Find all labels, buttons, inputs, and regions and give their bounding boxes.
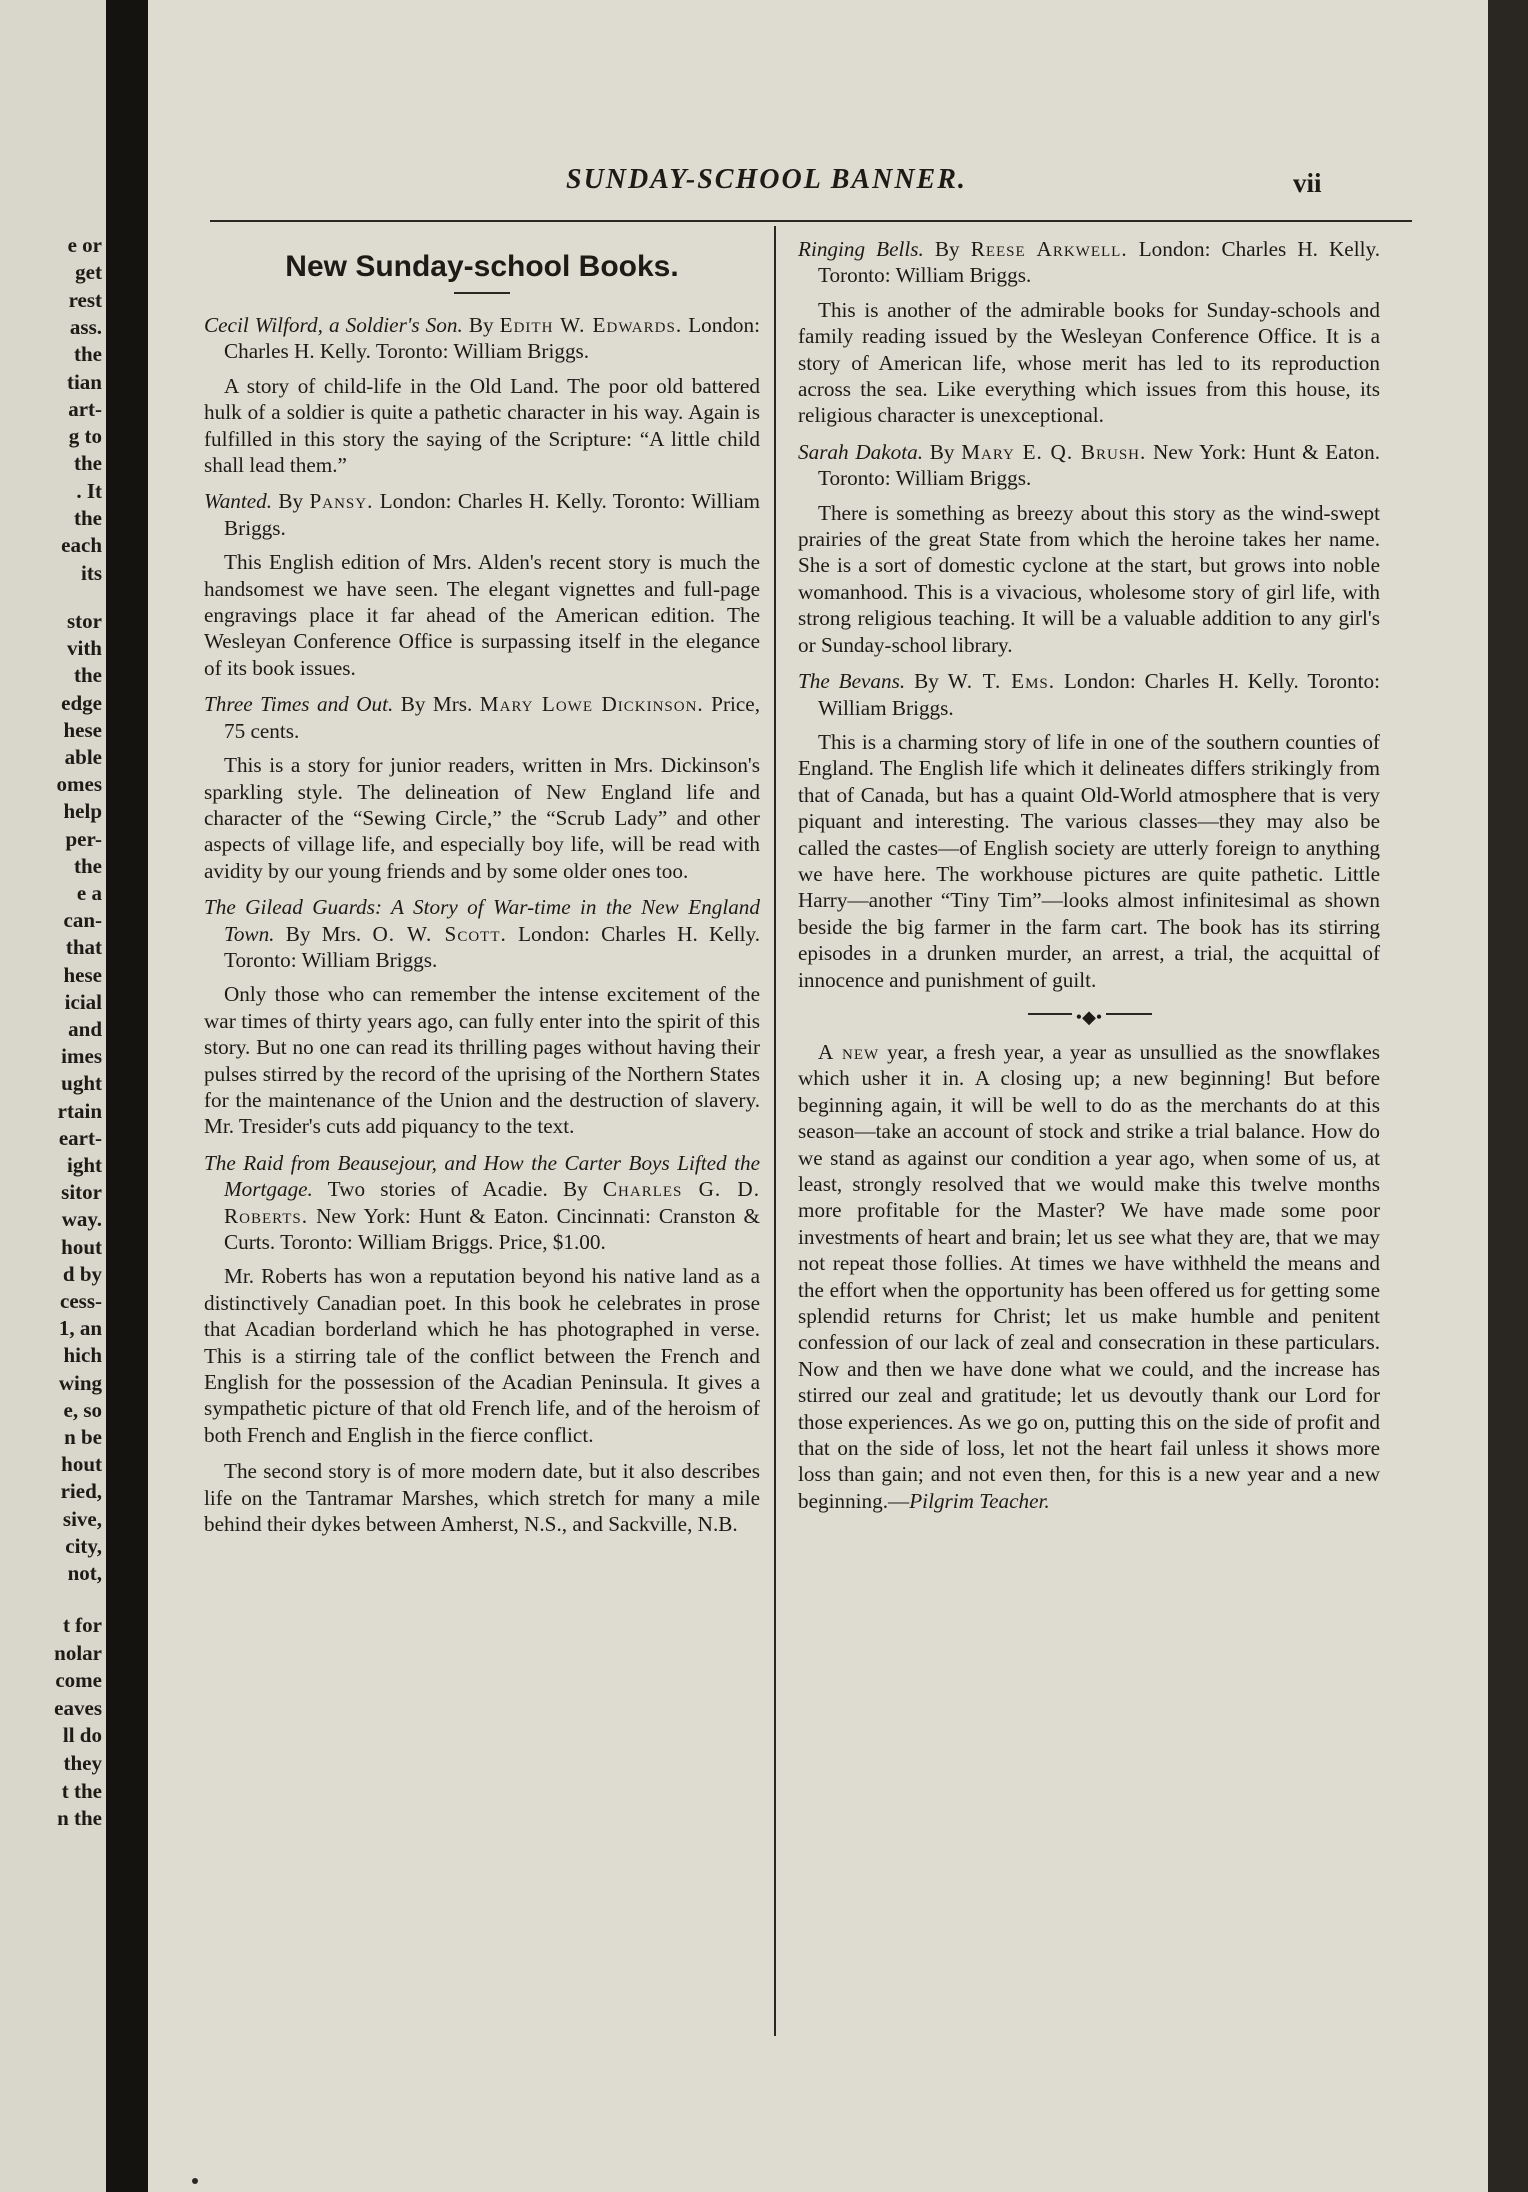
previous-page-text-fragment: t for bbox=[62, 1613, 102, 1637]
book-imprint: London: Charles H. Kelly. Toronto: William Briggs. bbox=[818, 237, 1380, 288]
review-paragraph: This is a story for junior readers, written in Mrs. Dickinson's sparkling style. The delineation of New England life and character of the “Sewing Circle,” the “Scrub Lady” and other aspects of village life, and especially boy life, will be read with avidity by our young friends and by some older ones too. bbox=[204, 753, 760, 883]
new-year-source: Pilgrim Teacher. bbox=[909, 1488, 1050, 1513]
ink-mark bbox=[192, 2178, 198, 2184]
header-rule bbox=[210, 220, 1412, 222]
previous-page-text-fragment: get bbox=[75, 260, 102, 285]
book-entry-heading bbox=[204, 312, 760, 365]
previous-page-text-fragment: that bbox=[65, 935, 102, 960]
previous-page-text-fragment: sive, bbox=[62, 1506, 102, 1531]
left-entries bbox=[204, 312, 760, 1537]
book-author: O. W. Scott. bbox=[372, 921, 507, 946]
book-by: By bbox=[462, 313, 500, 337]
previous-page-text-fragment: the bbox=[74, 451, 102, 476]
book-entry-heading bbox=[204, 894, 760, 973]
book-imprint: New York: Hunt & Eaton. Toronto: William Briggs. bbox=[818, 439, 1380, 491]
previous-page-text-fragment: tian bbox=[66, 369, 102, 394]
previous-page-text-fragment: vith bbox=[66, 636, 102, 661]
right-column bbox=[798, 236, 1380, 1524]
previous-page-edge bbox=[0, 0, 106, 2192]
previous-page-text-fragment: come bbox=[55, 1668, 102, 1693]
book-title: Cecil Wilford, a Soldier's Son. bbox=[204, 313, 463, 337]
previous-page-text-fragment: cess- bbox=[60, 1289, 102, 1313]
book-author: Mary Lowe Dickinson. bbox=[479, 692, 704, 717]
book-title: Three Times and Out. bbox=[204, 692, 394, 717]
book-by: By bbox=[923, 237, 971, 261]
book-title: The Gilead Guards: A Story of War-time in the New England Town. bbox=[204, 895, 760, 946]
page bbox=[148, 0, 1488, 2192]
previous-page-text-fragment: hich bbox=[63, 1343, 102, 1368]
book-entry bbox=[798, 236, 1380, 429]
book-title: Sarah Dakota. bbox=[798, 439, 924, 464]
book-gutter bbox=[106, 0, 148, 2192]
review-paragraph: This is a charming story of life in one of the southern counties of England. The English life which it delineates differs strikingly from that of Canada, but has a quaint Old-World atmosphere that is very piquant and interesting. The various classes—they may also be called the castes—of English society are utterly foreign to anything we have here. The workhouse pictures are quite pathetic. Little Harry—another “Tiny Tim”—looks almost infinitesimal as shown beside the big farmer in the farm cart. The book has its stirring episodes in a drunken murder, an arrest, a trial, the acquittal of innocence and punishment of guilt. bbox=[798, 729, 1380, 992]
book-title: Wanted. bbox=[204, 489, 273, 514]
previous-page-text-fragment: the bbox=[74, 506, 102, 530]
previous-page-text-fragment: e or bbox=[67, 233, 102, 257]
previous-page-text-fragment: sitor bbox=[61, 1180, 102, 1205]
book-author: Edith W. Edwards. bbox=[499, 313, 683, 337]
page-number: vii bbox=[1293, 168, 1322, 198]
previous-page-text-fragment: can- bbox=[63, 908, 102, 933]
book-author: Charles G. D. Roberts. bbox=[224, 1177, 760, 1228]
previous-page-text-fragment: art- bbox=[68, 396, 102, 421]
previous-page-text-fragment: ight bbox=[66, 1153, 102, 1177]
running-title: SUNDAY-SCHOOL BANNER. bbox=[566, 164, 967, 195]
section-ornament bbox=[798, 1003, 1380, 1025]
previous-page-text-fragment: not, bbox=[67, 1561, 102, 1585]
book-title: The Bevans. bbox=[798, 669, 906, 694]
previous-page-text-fragment: t the bbox=[61, 1778, 102, 1803]
book-title: Ringing Bells. bbox=[798, 237, 924, 261]
previous-page-text-fragment: wing bbox=[58, 1370, 102, 1395]
book-title: The Raid from Beausejour, and How the Carter Boys Lifted the Mortgage. bbox=[204, 1150, 760, 1202]
review-paragraph: A story of child-life in the Old Land. The poor old battered hulk of a soldier is quite a pathetic character in his way. Again is fulfilled in this story the saying of the Scripture: “A little child shall lead them.” bbox=[204, 373, 760, 478]
previous-page-text-fragment: per- bbox=[65, 826, 102, 851]
book-author: Pansy. bbox=[309, 489, 374, 514]
previous-page-text-fragment: the bbox=[74, 342, 102, 367]
previous-page-text-fragment: hout bbox=[61, 1234, 102, 1259]
previous-page-text-fragment: city, bbox=[65, 1533, 102, 1558]
book-entry-heading bbox=[204, 488, 760, 541]
previous-page-text-fragment: hese bbox=[63, 717, 102, 742]
book-entry-heading bbox=[204, 691, 760, 744]
review-paragraph: Only those who can remember the intense excitement of the war times of thirty years ago, can fully enter into the spirit of this story. But no one can read its thrilling pages without having their pulses stirred by the record of the uprising of the Northern States for the maintenance of the Union and the destruction of slavery. Mr. Tresider's cuts add piquancy to the text. bbox=[204, 982, 760, 1139]
section-heading: New Sunday-school Books. bbox=[285, 250, 679, 283]
previous-page-text-fragment: stor bbox=[67, 609, 102, 633]
previous-page-text-fragment: its bbox=[81, 560, 102, 585]
book-author: W. T. Ems. bbox=[947, 669, 1056, 694]
column-divider bbox=[774, 226, 776, 2036]
previous-page-text-fragment: ll do bbox=[62, 1723, 102, 1748]
previous-page-text-fragment: d by bbox=[62, 1261, 102, 1286]
book-entry-heading bbox=[798, 668, 1380, 721]
ornament-glyph: •◆• bbox=[1072, 1007, 1106, 1027]
book-entry bbox=[798, 668, 1380, 993]
previous-page-text-fragment: eaves bbox=[54, 1695, 102, 1720]
page-edge-shadow bbox=[1488, 0, 1528, 2192]
left-column bbox=[204, 236, 760, 1547]
heading-rule bbox=[454, 292, 510, 294]
previous-page-text-fragment: edge bbox=[61, 690, 102, 715]
previous-page-text-fragment: ught bbox=[61, 1071, 102, 1096]
previous-page-text-fragment: n the bbox=[57, 1806, 102, 1831]
previous-page-text-fragment: the bbox=[74, 663, 102, 688]
previous-page-text-fragment: nolar bbox=[54, 1640, 102, 1665]
previous-page-text-fragment: eart- bbox=[58, 1125, 102, 1150]
previous-page-text-fragment: they bbox=[63, 1751, 102, 1775]
book-entry bbox=[204, 488, 760, 681]
book-by: By Mrs. bbox=[274, 921, 373, 946]
book-entry-heading bbox=[798, 236, 1380, 289]
previous-page-text-fragment: icial bbox=[64, 989, 102, 1014]
book-entry bbox=[204, 691, 760, 884]
review-paragraph: There is something as breezy about this story as the wind-swept prairies of the great State from which the heroine takes her name. She is a sort of domestic cyclone at the start, but grows into noble womanhood. This is a vivacious, wholesome story of girl life, with strong religious teaching. It will be a valuable addition to any girl's or Sunday-school library. bbox=[798, 500, 1380, 657]
previous-page-text-fragment: e, so bbox=[63, 1397, 102, 1422]
book-imprint: London: Charles H. Kelly. Toronto: William Briggs. bbox=[224, 313, 760, 364]
review-paragraph: This is another of the admirable books for Sunday-schools and family reading issued by the Wesleyan Conference Office. It is a story of American life, whose merit has led to its reproduction across the sea. Like everything which issues from this house, its religious character is unexceptional. bbox=[798, 297, 1380, 428]
review-paragraph: The second story is of more modern date, but it also describes life on the Tantramar Marshes, which stretch for many a mile behind their dykes between Amherst, N.S., and Sackville, N.B. bbox=[204, 1459, 760, 1537]
previous-page-text-fragment: rtain bbox=[57, 1098, 102, 1123]
book-entry bbox=[204, 1150, 760, 1538]
previous-page-text-fragment: omes bbox=[56, 772, 102, 797]
new-year-paragraph bbox=[798, 1039, 1380, 1514]
book-entry bbox=[798, 439, 1380, 658]
book-entry-heading bbox=[798, 439, 1380, 492]
review-paragraph: Mr. Roberts has won a reputation beyond his native land as a distinctively Canadian poet. In this book he celebrates in prose that Acadian borderland which he has photographed in verse. This is a stirring tale of the conflict between the French and English for the possession of the Acadian Peninsula. It gives a sympathetic picture of that old French life, and of the heroism of both French and English in the fierce conflict. bbox=[204, 1264, 760, 1447]
book-imprint: New York: Hunt & Eaton. Cincinnati: Cranston & Curts. Toronto: William Briggs. Price, $1.00. bbox=[224, 1203, 760, 1254]
previous-page-text-fragment: ried, bbox=[60, 1479, 102, 1504]
previous-page-text-fragment: rest bbox=[68, 287, 102, 312]
book-imprint: London: Charles H. Kelly. Toronto: William Briggs. bbox=[818, 669, 1380, 720]
book-entry bbox=[204, 894, 760, 1140]
previous-page-text-fragment: the bbox=[74, 853, 102, 878]
previous-page-text-fragment: way. bbox=[61, 1207, 102, 1232]
previous-page-text-fragment: and bbox=[68, 1017, 102, 1041]
book-imprint: London: Charles H. Kelly. Toronto: William Briggs. bbox=[224, 489, 760, 540]
book-author: Reese Arkwell. bbox=[970, 237, 1128, 261]
new-year-lead: A new bbox=[818, 1039, 880, 1064]
previous-page-text-fragment: help bbox=[63, 799, 102, 824]
book-by: By bbox=[923, 439, 962, 464]
previous-page-text-fragment: 1, an bbox=[58, 1316, 102, 1341]
book-by: By Mrs. bbox=[393, 692, 480, 717]
previous-page-text-fragment: n be bbox=[64, 1425, 102, 1449]
book-imprint: London: Charles H. Kelly. Toronto: William Briggs. bbox=[224, 921, 761, 972]
page-header bbox=[148, 160, 1488, 210]
book-by: By bbox=[905, 669, 948, 694]
book-by: Two stories of Acadie. By bbox=[312, 1177, 603, 1202]
book-by: By bbox=[272, 489, 310, 514]
book-imprint: Price, 75 cents. bbox=[224, 692, 760, 743]
previous-page-text-fragment: each bbox=[61, 533, 102, 558]
previous-page-text-fragment: ass. bbox=[69, 314, 102, 339]
right-entries bbox=[798, 236, 1380, 993]
previous-page-text-fragment: g to bbox=[68, 424, 102, 449]
previous-page-text-fragment: hese bbox=[63, 962, 102, 987]
previous-page-text-fragment: able bbox=[64, 745, 102, 769]
book-author: Mary E. Q. Brush. bbox=[961, 439, 1147, 464]
previous-page-text-fragment: e a bbox=[76, 881, 102, 905]
previous-page-text-fragment: imes bbox=[61, 1044, 102, 1069]
book-entry bbox=[204, 312, 760, 478]
previous-page-text-fragment: hout bbox=[61, 1452, 102, 1477]
review-paragraph: This English edition of Mrs. Alden's recent story is much the handsomest we have seen. The elegant vignettes and full-page engravings place it far ahead of the American edition. The Wesleyan Conference Office is surpassing itself in the elegance of its book issues. bbox=[204, 550, 760, 680]
new-year-text: year, a fresh year, a year as unsullied as the snowflakes which usher it in. A closing up; a new beginning! But before beginning again, it will be well to do as the merchants do at this season—take an account of stock and strike a trial balance. How do we stand as against our condition a year ago, when some of us, at least, strongly resolved that we would make this twelve months more profitable for the Master? We have made some poor investments of heart and brain; let us see what they are, that we may not repeat those follies. At times we have withheld the means and the effort when the opportunity has been offered us for getting some splendid returns for Christ; let us make humble and penitent confession of our lack of zeal and consecration in these particulars. Now and then we have done what we could, and the increase has stirred our zeal and gratitude; let us devoutly thank our Lord for those experiences. As we go on, putting this on the side of profit and that on the side of loss, let not the heart fail unless it shows more loss than gain; and not even then, for this is a new year and a new beginning.— bbox=[798, 1039, 1380, 1513]
previous-page-text-fragment: . It bbox=[76, 478, 102, 503]
book-entry-heading bbox=[204, 1150, 760, 1256]
